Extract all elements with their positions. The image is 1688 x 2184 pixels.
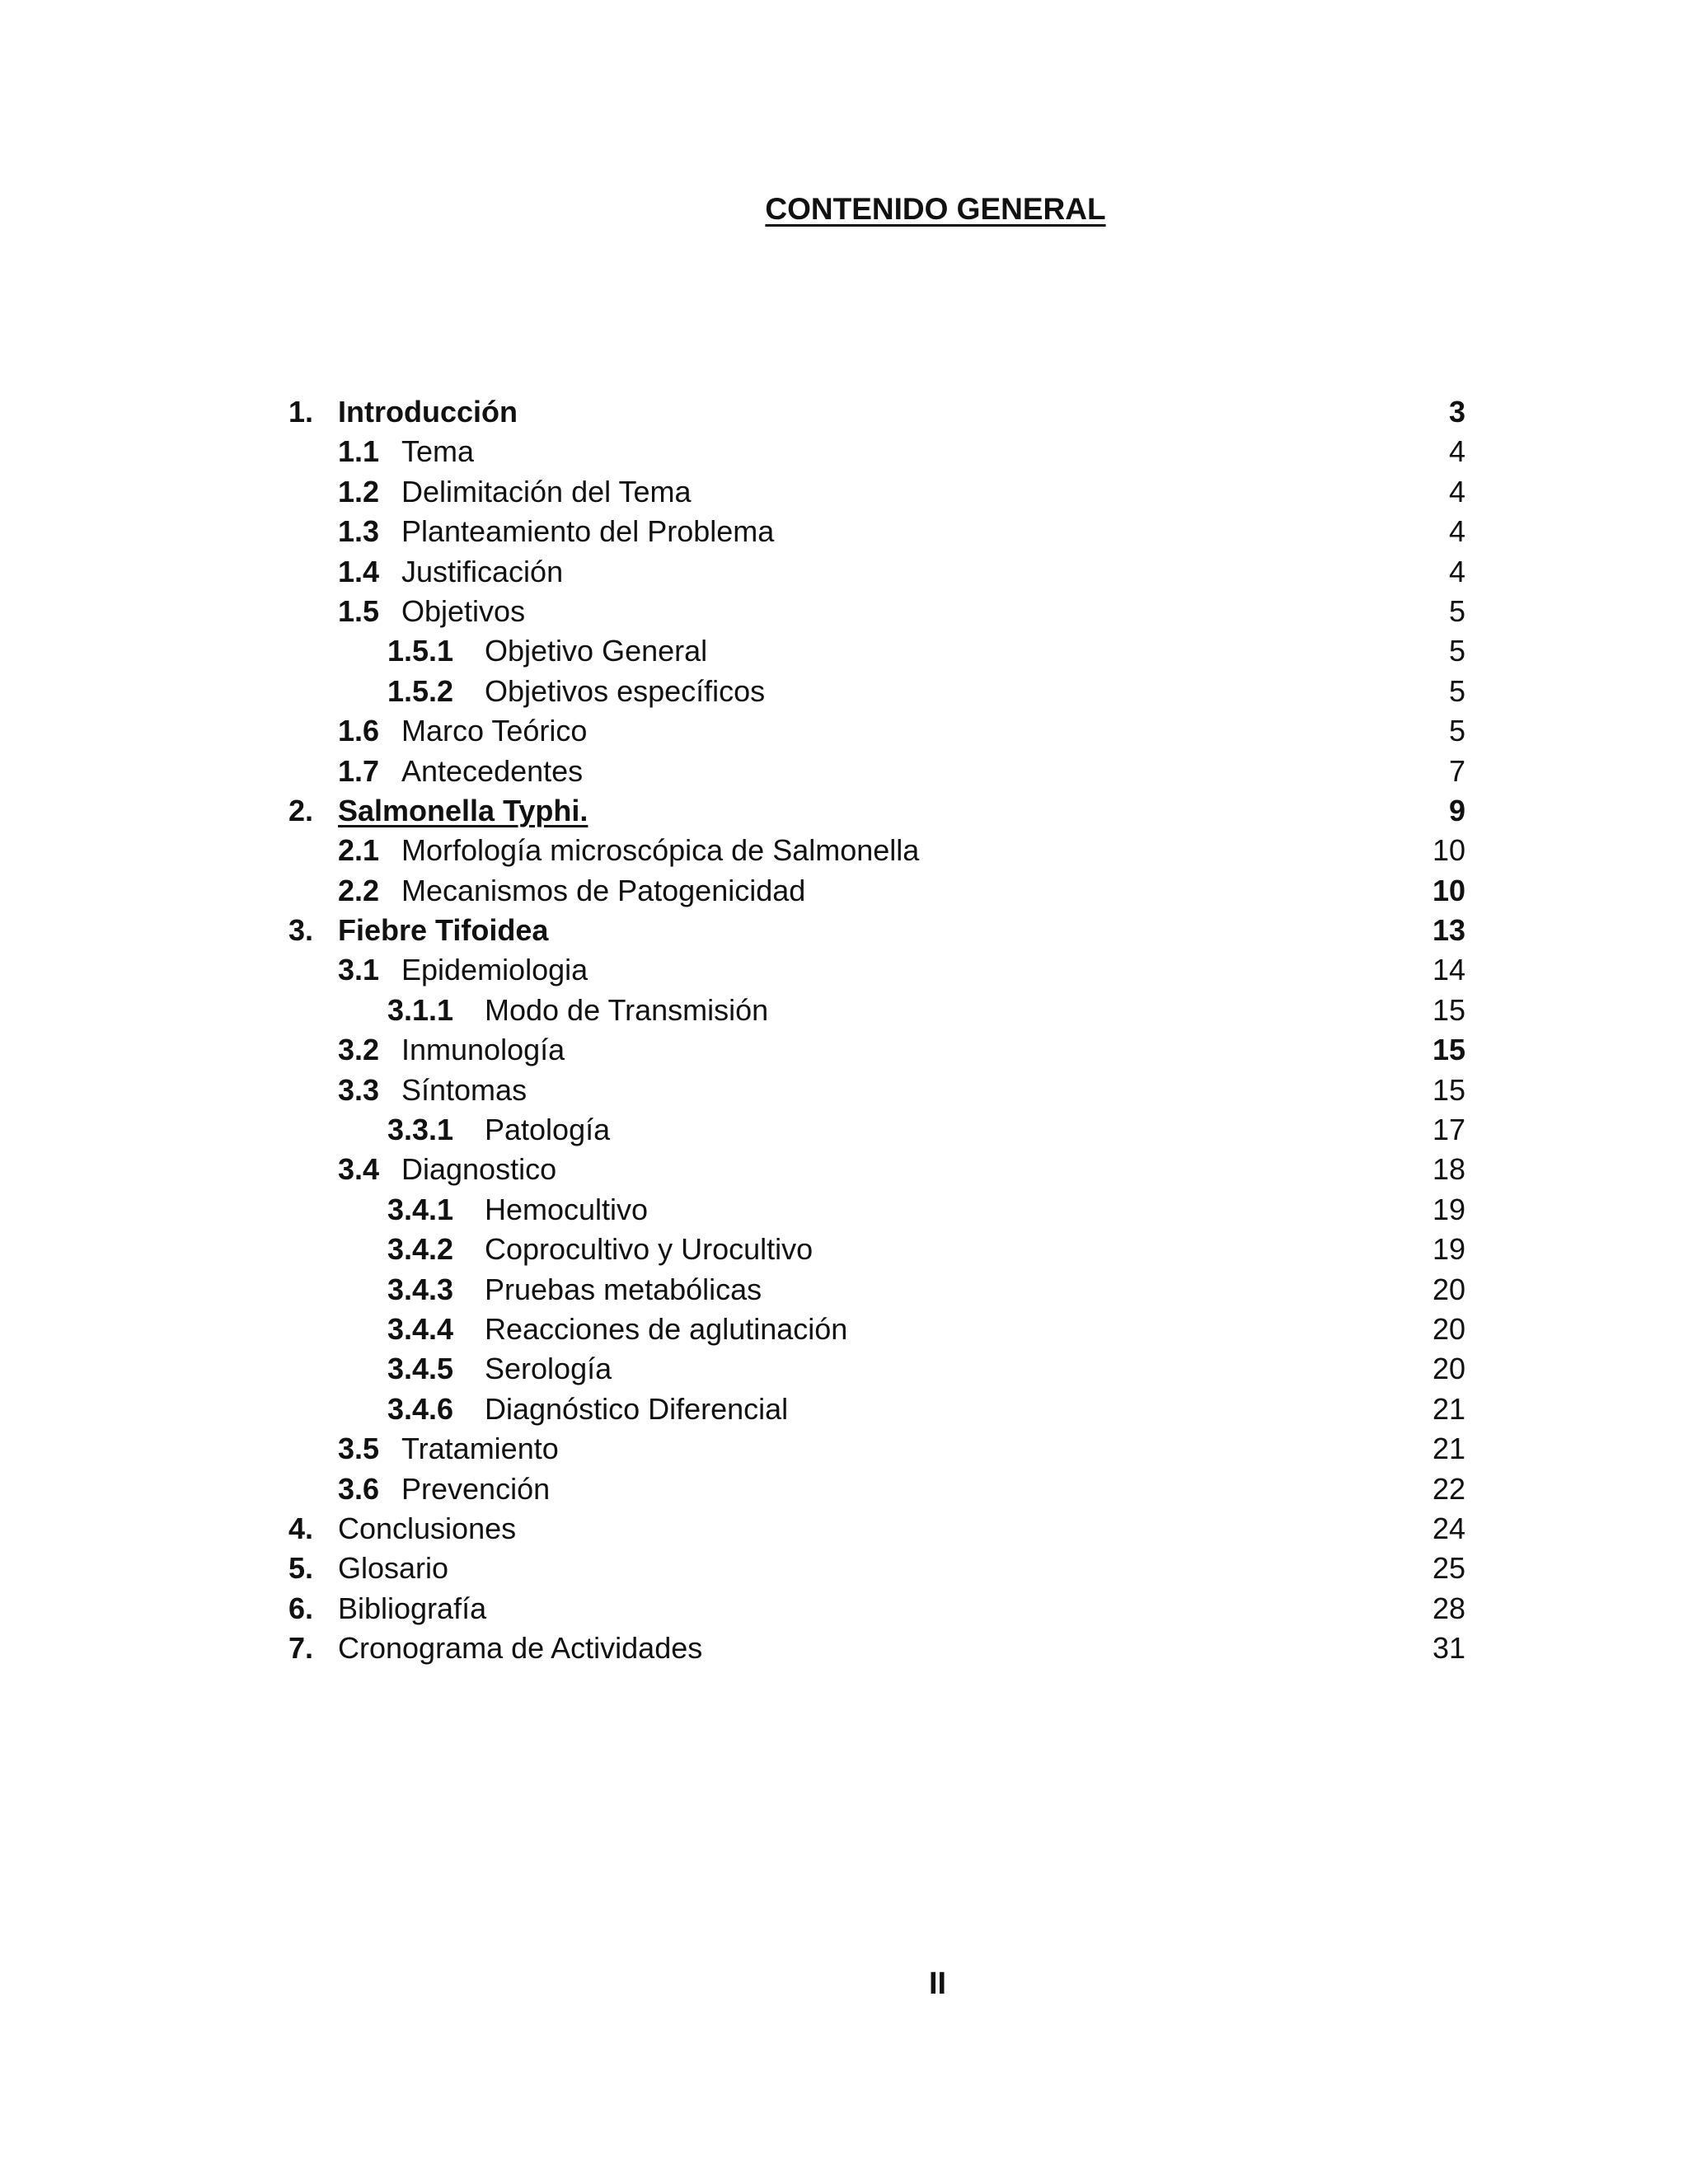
toc-entry-page: 10 <box>1432 833 1465 868</box>
toc-entry-page: 24 <box>1432 1511 1465 1545</box>
toc-entry <box>288 911 1465 950</box>
toc-entry-number: 3.4.5 <box>387 1352 454 1386</box>
toc-entry-title: Tema <box>401 434 475 469</box>
toc-entry-number: 1.4 <box>338 554 380 588</box>
toc-entry-title: Coprocultivo y Urocultivo <box>485 1232 814 1267</box>
toc-entry-number: 3.1.1 <box>387 992 454 1027</box>
toc-entry-number: 7. <box>288 1631 314 1666</box>
toc-entry <box>288 711 1465 751</box>
toc-entry <box>288 1110 1465 1150</box>
toc-entry <box>288 472 1465 512</box>
toc-entry-number: 3.4.6 <box>387 1391 454 1426</box>
toc-entry-title: Bibliografía <box>338 1591 487 1625</box>
toc-entry <box>288 1349 1465 1389</box>
toc-entry-page: 20 <box>1432 1352 1465 1386</box>
toc-entry-number: 3.4.4 <box>387 1311 454 1346</box>
toc-entry-number: 3.1 <box>338 953 380 987</box>
toc-entry-number: 1.5 <box>338 593 380 628</box>
toc-entry-page: 28 <box>1432 1591 1465 1625</box>
toc-entry <box>288 752 1465 791</box>
toc-entry-title: Marco Teórico <box>401 714 588 748</box>
toc-entry-title: Introducción <box>338 395 518 429</box>
toc-entry-number: 1.7 <box>338 753 380 788</box>
toc-entry <box>288 631 1465 671</box>
toc-entry-title: Hemocultivo <box>485 1192 649 1226</box>
toc-entry <box>288 1190 1465 1230</box>
toc-entry-page: 5 <box>1448 634 1465 668</box>
toc-entry <box>288 1150 1465 1189</box>
toc-entry <box>288 592 1465 631</box>
toc-entry-number: 3.2 <box>338 1033 380 1067</box>
toc-entry-title: Objetivos <box>401 593 526 628</box>
toc-entry-number: 1.2 <box>338 474 380 509</box>
toc-entry <box>288 1270 1465 1310</box>
toc-entry <box>288 552 1465 592</box>
toc-entry-title: Modo de Transmisión <box>485 992 769 1027</box>
toc-entry-number: 3. <box>288 913 314 948</box>
toc-entry-page: 3 <box>1448 395 1465 429</box>
toc-entry <box>288 1429 1465 1469</box>
toc-entry-page: 20 <box>1432 1272 1465 1306</box>
toc-entry-title: Diagnóstico Diferencial <box>485 1391 789 1426</box>
toc-entry <box>288 1629 1465 1668</box>
toc-entry <box>288 991 1465 1030</box>
toc-entry-number: 3.3 <box>338 1072 380 1107</box>
toc-entry-page: 21 <box>1432 1391 1465 1426</box>
toc-entry <box>288 392 1465 432</box>
toc-entry-title: Prevención <box>401 1471 551 1506</box>
toc-entry-number: 3.4.1 <box>387 1192 454 1226</box>
toc-entry-number: 1.3 <box>338 514 380 549</box>
toc-entry-number: 4. <box>288 1511 314 1545</box>
toc-entry-page: 4 <box>1448 474 1465 509</box>
toc-entry <box>288 791 1465 831</box>
toc-entry-number: 3.4.3 <box>387 1272 454 1306</box>
toc-entry <box>288 1549 1465 1588</box>
toc-entry-page: 31 <box>1432 1631 1465 1666</box>
toc-entry <box>288 432 1465 471</box>
toc-entry-page: 25 <box>1432 1551 1465 1586</box>
toc-entry <box>288 1469 1465 1509</box>
toc-entry <box>288 1509 1465 1549</box>
toc-entry-page: 18 <box>1432 1152 1465 1187</box>
toc-entry <box>288 1390 1465 1429</box>
toc-entry-page: 4 <box>1448 554 1465 588</box>
page-number: II <box>928 1966 947 2001</box>
toc-entry-page: 5 <box>1448 673 1465 708</box>
toc-entry-page: 19 <box>1432 1232 1465 1267</box>
toc-entry-number: 3.5 <box>338 1432 380 1466</box>
toc-entry-title: Cronograma de Actividades <box>338 1631 703 1666</box>
table-of-contents <box>288 392 1465 1669</box>
toc-entry <box>288 831 1465 870</box>
toc-entry-page: 17 <box>1432 1113 1465 1147</box>
toc-entry-title: Epidemiologia <box>401 953 588 987</box>
toc-entry-page: 14 <box>1432 953 1465 987</box>
toc-entry-number: 3.4 <box>338 1152 380 1187</box>
toc-entry-page: 9 <box>1448 793 1465 827</box>
toc-entry-page: 21 <box>1432 1432 1465 1466</box>
toc-entry-page: 15 <box>1432 1033 1465 1067</box>
toc-entry <box>288 1071 1465 1110</box>
toc-entry-title: Planteamiento del Problema <box>401 514 775 549</box>
toc-entry-number: 5. <box>288 1551 314 1586</box>
toc-entry <box>288 950 1465 990</box>
toc-entry-page: 20 <box>1432 1311 1465 1346</box>
toc-entry-page: 19 <box>1432 1192 1465 1226</box>
toc-entry-number: 2.2 <box>338 873 380 907</box>
toc-entry <box>288 1310 1465 1349</box>
toc-entry-number: 1. <box>288 395 314 429</box>
toc-entry-page: 7 <box>1448 753 1465 788</box>
toc-entry <box>288 1230 1465 1269</box>
toc-entry <box>288 672 1465 711</box>
toc-entry-page: 15 <box>1432 1072 1465 1107</box>
toc-entry-title: Tratamiento <box>401 1432 559 1466</box>
toc-entry-page: 5 <box>1448 593 1465 628</box>
toc-entry-title: Justificación <box>401 554 564 588</box>
toc-entry-title: Antecedentes <box>401 753 584 788</box>
toc-entry-title: Diagnostico <box>401 1152 557 1187</box>
toc-entry-title: Fiebre Tifoidea <box>338 913 549 948</box>
toc-entry-page: 15 <box>1432 992 1465 1027</box>
toc-entry-title: Inmunología <box>401 1033 565 1067</box>
toc-entry-page: 5 <box>1448 714 1465 748</box>
toc-entry-number: 3.4.2 <box>387 1232 454 1267</box>
toc-entry <box>288 1589 1465 1629</box>
toc-entry-title: Patología <box>485 1113 611 1147</box>
toc-entry-page: 4 <box>1448 434 1465 469</box>
toc-entry-number: 6. <box>288 1591 314 1625</box>
toc-entry-title: Reacciones de aglutinación <box>485 1311 848 1346</box>
toc-entry-page: 22 <box>1432 1471 1465 1506</box>
toc-entry-number: 1.5.2 <box>387 673 454 708</box>
toc-entry-title: Conclusiones <box>338 1511 517 1545</box>
toc-entry-title: Síntomas <box>401 1072 528 1107</box>
page-title: CONTENIDO GENERAL <box>765 192 1106 226</box>
toc-entry <box>288 512 1465 551</box>
toc-entry-page: 10 <box>1432 873 1465 907</box>
toc-entry-title: Morfología microscópica de Salmonella <box>401 833 920 868</box>
toc-entry-title: Serología <box>485 1352 612 1386</box>
toc-entry-number: 1.5.1 <box>387 634 454 668</box>
toc-entry-page: 4 <box>1448 514 1465 549</box>
toc-entry-number: 2.1 <box>338 833 380 868</box>
toc-entry-number: 3.3.1 <box>387 1113 454 1147</box>
toc-entry-title: Glosario <box>338 1551 449 1586</box>
toc-entry-title: Objetivos específicos <box>485 673 766 708</box>
toc-entry-title: Salmonella Typhi. <box>338 793 588 827</box>
toc-entry-number: 3.6 <box>338 1471 380 1506</box>
toc-entry-title: Pruebas metabólicas <box>485 1272 762 1306</box>
toc-entry <box>288 871 1465 911</box>
toc-entry-title: Delimitación del Tema <box>401 474 692 509</box>
toc-entry-title: Objetivo General <box>485 634 708 668</box>
toc-entry-number: 1.1 <box>338 434 380 469</box>
toc-entry-page: 13 <box>1432 913 1465 948</box>
toc-entry <box>288 1030 1465 1070</box>
toc-entry-number: 2. <box>288 793 314 827</box>
toc-entry-number: 1.6 <box>338 714 380 748</box>
toc-entry-title: Mecanismos de Patogenicidad <box>401 873 806 907</box>
